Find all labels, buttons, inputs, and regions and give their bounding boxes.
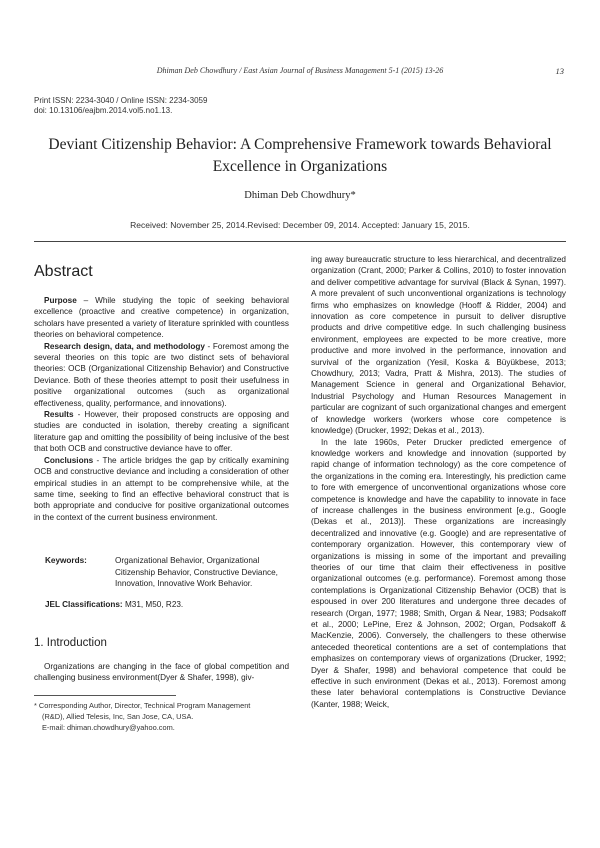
right-paragraph-1: ing away bureaucratic structure to less hierarchical, and decentralized organization (Crant, 2000; Parker & Collins, 2010) to foster innovation and deliver competitive advantage for survival (Black & Synan, 1997). A more prevalent of such unconventional organizations is technology firms who emphasizes on knowledge (Hooff & Ridder, 2004) and innovation as core competence in pursuit to deliver disruptive products and drive competitive edge. In such challenging business environment, employees are expected to be more creative, more productive and more involved in the performance, innovation and survival of the organization (Yesil, Koska & Büyükbese, 2013; Chowdhury, 2013; Vadra, Pratt & Mishra, 2013). The studies of Management Science in general and Organizational Behavior, Industrial Psychology and Human Resources Management in particular are cognizant of such organizational changes and emergent of knowledge workers (workers whose core competence is knowledge) (Drucker, 1992; Dekas et al., 2013). <box>311 255 566 436</box>
paper-title <box>40 134 560 178</box>
title-line-1: Deviant Citizenship Behavior: A Comprehensive Framework towards Behavioral <box>48 136 552 153</box>
footnote-line-1: * Corresponding Author, Director, Technical Program Management <box>34 701 251 710</box>
conclusions-label: Conclusions <box>44 455 94 465</box>
issn-block <box>34 96 207 116</box>
issn-line: Print ISSN: 2234-3040 / Online ISSN: 2234-3059 <box>34 96 208 105</box>
footnote-divider <box>34 695 176 696</box>
abstract-heading: Abstract <box>34 263 93 280</box>
abstract-purpose <box>34 295 289 341</box>
results-text: - However, their proposed constructs are opposing and studies are conducted in isolation, thereby creating a significant literature gap and omitting the possibility of being inclusive of the best that both OCB and constructive deviance have to offer. <box>34 410 289 454</box>
received-dates: Received: November 25, 2014.Revised: December 09, 2014. Accepted: January 15, 2015. <box>130 220 470 230</box>
running-header <box>0 66 600 80</box>
abstract-conclusions <box>34 455 289 523</box>
jel-block <box>45 600 183 609</box>
introduction-body <box>34 661 289 684</box>
introduction-heading: 1. Introduction <box>34 637 107 649</box>
right-paragraph-2: In the late 1960s, Peter Drucker predicted emergence of knowledge workers and knowledge and innovation (supported by rapid change of information technology) as the core competence of the organizations in the coming era. Interestingly, his prediction came to fore with emergence of unconventional organizations whose core competence is knowledge and have the capability to innovate in face of increase challenges in the business environment [e.g., Google (Dekas et al., 2013)]. These organizations are increasingly decentralized and innovative (e.g. Google) and are representative of contemporary organization. However, this contemporary view of organizations is missing in some of the important and prevailing theories of our time that claim their effectiveness in positive organizational outcomes (e.g. performance). Foremost among those contemplations is Organizational Citizenship Behavior (OCB) that is espoused in over 200 literatures and undergone three decades of research (Organ, 1977; 1988; Smith, Organ & Near, 1983; Podsakoff et al., 2000; LePine, Erez & Johnson, 2002; Organ, Podsakoff & MacKenzie, 2006). Conversely, the challengers to these otherwise anteceded theoretical contentions are a set of contemplations that emphasizes on contemporary views of organizations (Drucker, 1992; Dyer & Shafer, 1998) and behavioral competence that could be effective in such environment (Dekas et al., 2013). Foremost among these later behavioral contemplations is Constructive Deviance (Kanter, 1988; Weick, <box>311 437 566 709</box>
footnote-email: E-mail: dhiman.chowdhury@yahoo.com. <box>42 723 175 732</box>
results-label: Results <box>44 410 74 420</box>
running-title: Dhiman Deb Chowdhury / East Asian Journal of Business Management 5-1 (2015) 13-26 <box>156 66 444 75</box>
keywords-value: Organizational Behavior, Organizational Citizenship Behavior, Constructive Deviance, Innovation, Innovative Work Behavior. <box>115 556 278 589</box>
doi-line: doi: 10.13106/eajbm.2014.vol5.no1.13. <box>34 106 173 115</box>
abstract-design <box>34 341 289 409</box>
keywords-label: Keywords: <box>45 556 87 565</box>
title-line-2: Excellence in Organizations <box>212 158 388 175</box>
design-text: - Foremost among the several theories on this topic are two distinct sets of behavioral theories: OCB (Organizational Citizenship Behavior) and Constructive Deviance. Both of these theories attempt to posit their usefulness in positive organizational outcomes (such as organizational effectiveness, quality, performance, and innovations). <box>34 341 289 408</box>
abstract-body <box>34 295 289 523</box>
intro-paragraph: Organizations are changing in the face of global competition and challenging business environment(Dyer & Shafer, 1998), giv- <box>34 662 289 683</box>
footnote <box>34 700 289 733</box>
jel-value: M31, M50, R23. <box>122 600 184 609</box>
purpose-label: Purpose <box>44 296 77 305</box>
footnote-line-2: (R&D), Allied Telesis, Inc, San Jose, CA, USA. <box>42 712 194 721</box>
abstract-results <box>34 409 289 455</box>
design-label: Research design, data, and methodology <box>44 341 205 351</box>
conclusions-text: - The article bridges the gap by critically examining OCB and constructive deviance and including a consideration of other empirical studies in an attempt to be comprehensive while, at the same time, seeking to find an effective behavioral construct that is both appropriate and conducive for positive organizational outcomes in the context of the current business environment. <box>34 455 289 522</box>
right-column-body <box>311 254 566 710</box>
author-name: Dhiman Deb Chowdhury* <box>244 190 356 201</box>
page-number: 13 <box>555 66 564 76</box>
purpose-text: – While studying the topic of seeking behavioral excellence (proactive and creative competence) in organization, scholars have presented a variety of literature sprinkled with countless theories on behavioral competence. <box>34 296 289 340</box>
header-divider <box>34 241 566 242</box>
jel-label: JEL Classifications: <box>45 600 123 609</box>
